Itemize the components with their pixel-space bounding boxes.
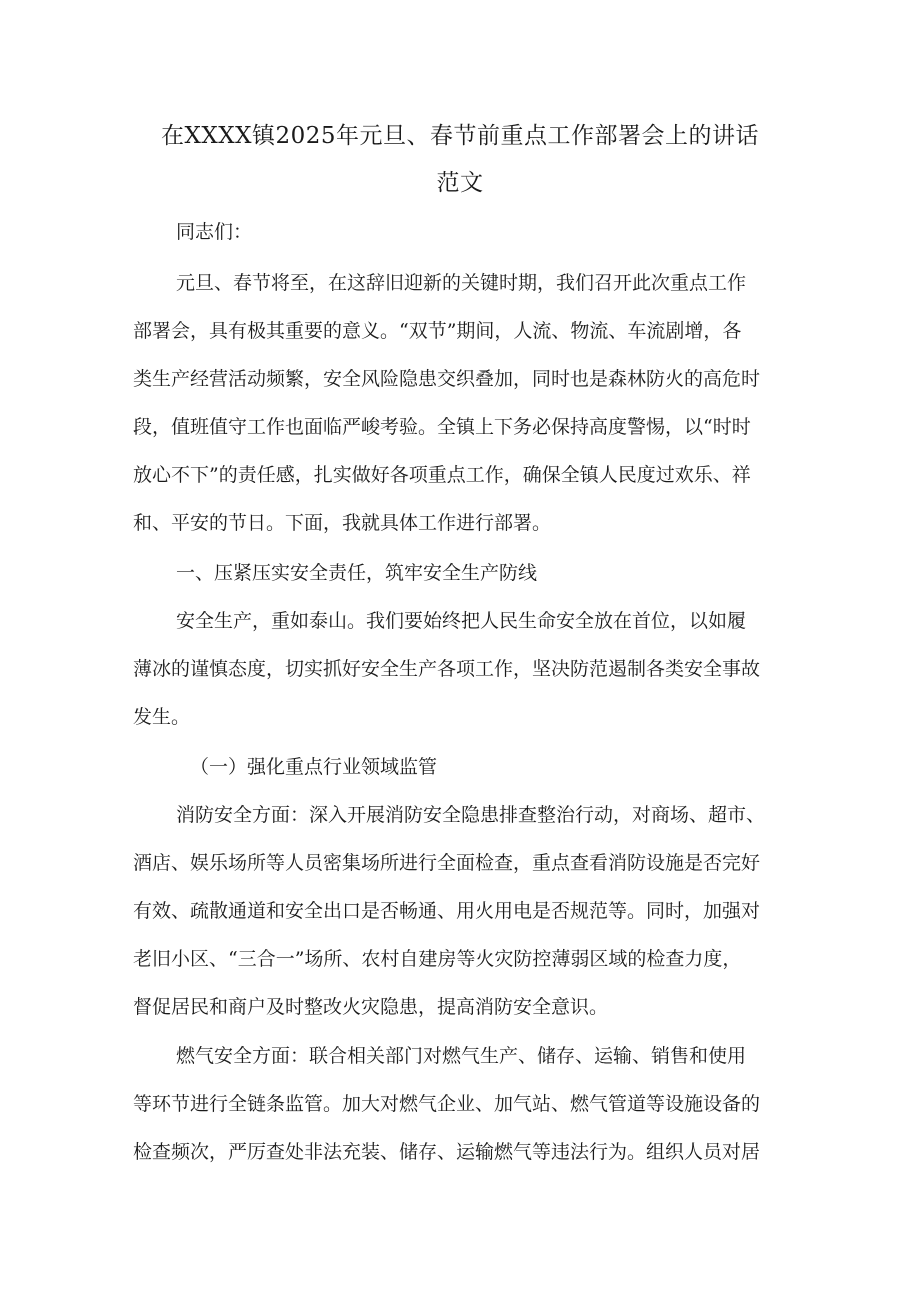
paragraph-3-line-5: 督促居民和商户及时整改火灾隐患，提高消防安全意识。 [133,996,609,1018]
document-title-line-2: 范文 [436,170,484,196]
paragraph-3-line-3: 有效、疏散通道和安全出口是否畅通、用火用电是否规范等。同时，加强对 [133,900,761,922]
paragraph-1-line-1: 元旦、春节将至，在这辞旧迎新的关键时期，我们召开此次重点工作 [176,272,747,294]
paragraph-2-line-1: 安全生产，重如泰山。我们要始终把人民生命安全放在首位，以如履 [176,610,747,632]
paragraph-1-line-4: 段，值班值守工作也面临严峻考验。全镇上下务必保持高度警惕，以“时时 [133,416,751,438]
salutation: 同志们： [176,221,253,243]
paragraph-2-line-2: 薄冰的谨慎态度，切实抓好安全生产各项工作，坚决防范遏制各类安全事故 [133,658,761,680]
document-title-line-1: 在XXXX镇2025年元旦、春节前重点工作部署会上的讲话 [160,123,760,149]
subsection-heading-1: （一）强化重点行业领域监管 [190,756,438,778]
paragraph-4-line-2: 等环节进行全链条监管。加大对燃气企业、加气站、燃气管道等设施设备的 [133,1093,761,1115]
paragraph-3-line-2: 酒店、娱乐场所等人员密集场所进行全面检查，重点查看消防设施是否完好 [133,852,761,874]
paragraph-4-line-3: 检查频次，严厉查处非法充装、储存、运输燃气等违法行为。组织人员对居 [133,1141,761,1163]
section-heading-1: 一、压紧压实安全责任，筑牢安全生产防线 [176,562,538,584]
paragraph-3-line-4: 老旧小区、“三合一”场所、农村自建房等火灾防控薄弱区域的检查力度， [133,948,742,970]
paragraph-1-line-2: 部署会，具有极其重要的意义。“双节”期间，人流、物流、车流剧增，各 [133,320,742,342]
paragraph-3-line-1: 消防安全方面：深入开展消防安全隐患排查整治行动，对商场、超市、 [176,804,766,826]
paragraph-2-line-3: 发生。 [133,706,191,728]
paragraph-1-line-3: 类生产经营活动频繁，安全风险隐患交织叠加，同时也是森林防火的高危时 [133,368,761,390]
paragraph-1-line-5: 放心不下”的责任感，扎实做好各项重点工作，确保全镇人民度过欢乐、祥 [133,464,751,486]
paragraph-1-line-6: 和、平安的节日。下面，我就具体工作进行部署。 [133,512,552,534]
paragraph-4-line-1: 燃气安全方面：联合相关部门对燃气生产、储存、运输、销售和使用 [176,1045,747,1067]
